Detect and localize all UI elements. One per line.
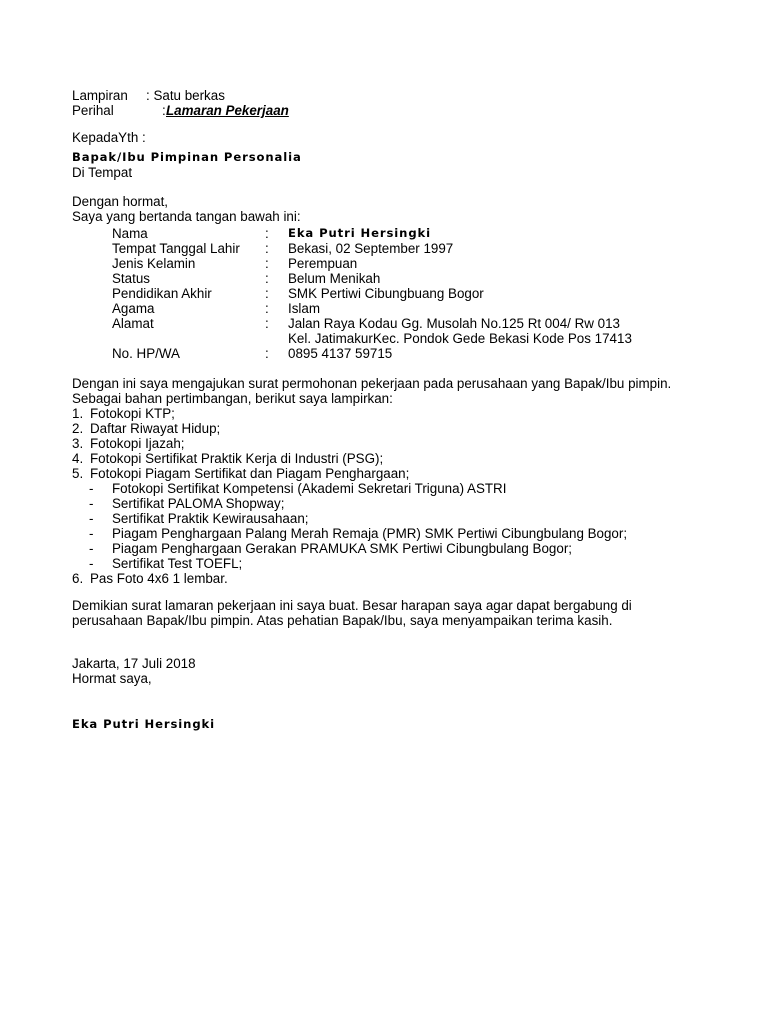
recipient-name: Bapak/Ibu Pimpinan Personalia [72, 150, 302, 164]
perihal-colon: : [162, 103, 166, 118]
detail-label: Nama [112, 226, 148, 241]
list-item [72, 421, 220, 436]
detail-row [112, 301, 712, 316]
list-item [72, 466, 409, 481]
list-text: Pas Foto 4x6 1 lembar. [90, 571, 228, 586]
sub-list-text: Sertifikat Praktik Kewirausahaan; [112, 511, 309, 526]
detail-value: Belum Menikah [288, 271, 381, 286]
sub-list-text: Sertifikat Test TOEFL; [112, 556, 243, 571]
list-number: 6. [72, 571, 84, 586]
letter-page [72, 0, 712, 1024]
list-text: Daftar Riwayat Hidup; [90, 421, 221, 436]
detail-label: No. HP/WA [112, 346, 180, 361]
detail-value: Islam [288, 301, 320, 316]
detail-value: Bekasi, 02 September 1997 [288, 241, 454, 256]
sub-list-text: Piagam Penghargaan Gerakan PRAMUKA SMK Pertiwi Cibungbulang Bogor; [112, 541, 572, 556]
detail-colon: : [265, 301, 269, 316]
sub-list-item [72, 556, 712, 571]
detail-row [112, 256, 712, 271]
lampiran-label: Lampiran [72, 88, 128, 103]
letter-date: Jakarta, 17 Juli 2018 [72, 656, 196, 671]
list-number: 3. [72, 436, 84, 451]
attachment-list [72, 406, 712, 586]
detail-row [112, 346, 712, 361]
detail-colon: : [265, 226, 269, 241]
sub-list-text: Piagam Penghargaan Palang Merah Remaja (PMR) SMK Pertiwi Cibungbulang Bogor; [112, 526, 628, 541]
detail-row-continuation [112, 331, 712, 346]
list-number: 2. [72, 421, 84, 436]
sub-list-item [72, 511, 712, 526]
sub-list-item [72, 481, 712, 496]
body-paragraph: Dengan ini saya mengajukan surat permohonan pekerjaan pada perusahaan yang Bapak/Ibu pimpin. [72, 376, 672, 391]
closing-paragraph: Demikian surat lamaran pekerjaan ini saya buat. Besar harapan saya agar dapat bergabung di [72, 598, 632, 613]
detail-label: Tempat Tanggal Lahir [112, 241, 240, 256]
detail-value-name: Eka Putri Hersingki [288, 226, 432, 240]
kepada-line: KepadaYth : [72, 130, 146, 145]
detail-row [112, 241, 712, 256]
detail-value: Perempuan [288, 256, 358, 271]
list-number: 1. [72, 406, 84, 421]
intro-line: Saya yang bertanda tangan bawah ini: [72, 209, 301, 224]
detail-row-nama [112, 226, 712, 241]
detail-colon: : [265, 241, 269, 256]
detail-value: 0895 4137 59715 [288, 346, 393, 361]
closing-paragraph: perusahaan Bapak/Ibu pimpin. Atas pehatian Bapak/Ibu, saya menyampaikan terima kasih. [72, 613, 613, 628]
dash-bullet: - [89, 556, 94, 571]
perihal-value: Lamaran Pekerjaan [166, 103, 289, 118]
lampiran-value: : Satu berkas [146, 88, 225, 103]
sub-list-text: Sertifikat PALOMA Shopway; [112, 496, 285, 511]
dash-bullet: - [89, 526, 94, 541]
recipient-place: Di Tempat [72, 165, 133, 180]
detail-colon: : [265, 346, 269, 361]
detail-label: Status [112, 271, 150, 286]
sub-list-item [72, 526, 712, 541]
regards-line: Hormat saya, [72, 671, 152, 686]
list-number: 4. [72, 451, 84, 466]
detail-colon: : [265, 286, 269, 301]
detail-value: SMK Pertiwi Cibungbuang Bogor [288, 286, 484, 301]
list-text: Fotokopi Sertifikat Praktik Kerja di Industri (PSG); [90, 451, 384, 466]
detail-row [112, 316, 712, 331]
list-text: Fotokopi Ijazah; [90, 436, 185, 451]
sub-list-text: Fotokopi Sertifikat Kompetensi (Akademi Sekretari Triguna) ASTRI [112, 481, 507, 496]
body-paragraph: Sebagai bahan pertimbangan, berikut saya lampirkan: [72, 391, 393, 406]
list-item [72, 406, 175, 421]
greeting: Dengan hormat, [72, 194, 169, 209]
detail-row [112, 271, 712, 286]
detail-label: Alamat [112, 316, 154, 331]
list-text: Fotokopi KTP; [90, 406, 175, 421]
detail-row [112, 286, 712, 301]
detail-colon: : [265, 316, 269, 331]
sub-list-item [72, 541, 712, 556]
detail-value: Kel. JatimakurKec. Pondok Gede Bekasi Kode Pos 17413 [288, 331, 632, 346]
detail-label: Pendidikan Akhir [112, 286, 212, 301]
personal-details [112, 226, 712, 366]
list-item [72, 571, 228, 586]
detail-colon: : [265, 271, 269, 286]
dash-bullet: - [89, 511, 94, 526]
list-text: Fotokopi Piagam Sertifikat dan Piagam Penghargaan; [90, 466, 410, 481]
list-item [72, 451, 383, 466]
dash-bullet: - [89, 496, 94, 511]
dash-bullet: - [89, 541, 94, 556]
perihal-label: Perihal [72, 103, 114, 118]
detail-label: Jenis Kelamin [112, 256, 196, 271]
detail-label: Agama [112, 301, 155, 316]
signature-name: Eka Putri Hersingki [72, 717, 216, 731]
list-item [72, 436, 185, 451]
dash-bullet: - [89, 481, 94, 496]
detail-colon: : [265, 256, 269, 271]
list-number: 5. [72, 466, 84, 481]
sub-list-item [72, 496, 712, 511]
detail-value: Jalan Raya Kodau Gg. Musolah No.125 Rt 004/ Rw 013 [288, 316, 620, 331]
